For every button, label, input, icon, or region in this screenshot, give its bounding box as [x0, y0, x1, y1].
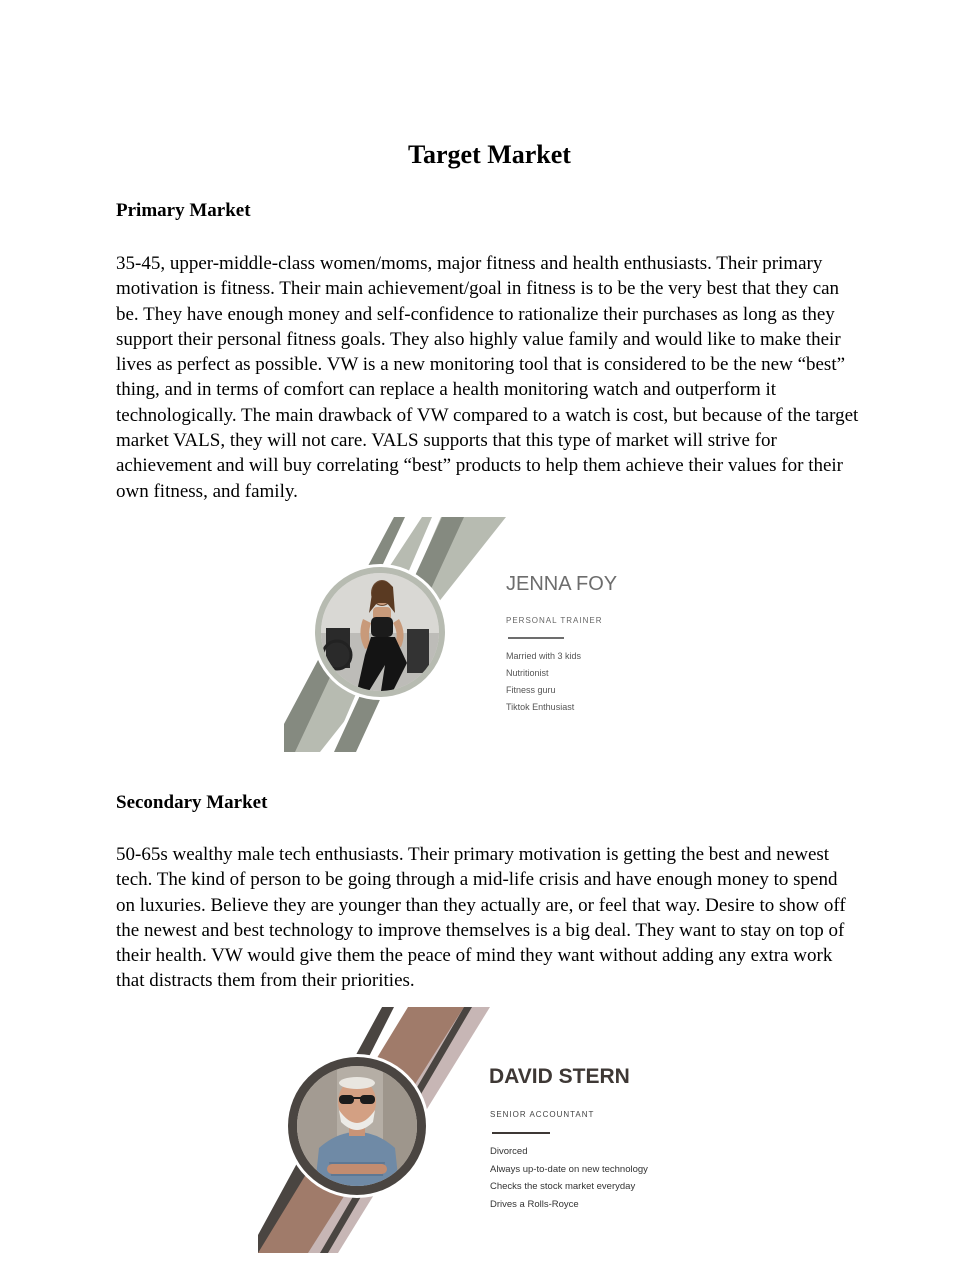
persona-name: JENNA FOY [506, 573, 618, 595]
secondary-market-paragraph: 50-65s wealthy male tech enthusiasts. Their primary motivation is getting the best and newest tech. The kind of person to be going through a mid-life crisis and have enough money to spend on luxuries. Believe they are younger than they actually are, or feel that way. Desire to show off the newest and best technology to improve themselves is a big deal. They want to stay on top of their health. VW would give them the peace of mind they want without adding any extra work that distracts them from their priorities. [116, 844, 846, 992]
secondary-market-heading: Secondary Market [116, 792, 268, 813]
persona-fact: Drives a Rolls-Royce [490, 1198, 579, 1210]
persona-divider [508, 637, 564, 639]
persona-name: DAVID STERN [489, 1065, 630, 1088]
persona-fact: Checks the stock market everyday [490, 1181, 636, 1192]
persona-divider [492, 1132, 550, 1134]
primary-market-heading: Primary Market [116, 200, 251, 221]
jenna-avatar [321, 573, 439, 691]
persona-fact: Fitness guru [506, 685, 556, 695]
persona-card-david [258, 1007, 678, 1253]
persona-fact: Tiktok Enthusiast [506, 702, 575, 712]
david-avatar [297, 1066, 417, 1186]
persona-facts [490, 1143, 648, 1213]
persona-card-jenna [284, 517, 684, 752]
persona-facts [506, 648, 581, 716]
persona-role: PERSONAL TRAINER [506, 616, 603, 625]
persona-fact: Always up-to-date on new technology [490, 1163, 648, 1175]
persona-fact: Divorced [490, 1146, 528, 1157]
page-title: Target Market [408, 140, 571, 169]
primary-market-paragraph: 35-45, upper-middle-class women/moms, major fitness and health enthusiasts. Their primary motivation is fitness. Their main achievement/goal in fitness is to be the very best that they can be. They have enough money and self-confidence to rationalize their purchases as long as they support their personal fitness goals. They also highly value family and would like to make their lives as perfect as possible. VW is a new monitoring tool that is considered to be the new “best” thing, and in terms of comfort can replace a health monitoring watch and outperform it technologically. The main drawback of VW compared to a watch is cost, but because of the target market VALS, they will not care. VALS supports that this type of market will strive for achievement and will buy correlating “best” products to help them achieve their values for their own fitness, and family. [116, 253, 859, 502]
jenna-photo-image [321, 573, 439, 691]
persona-role: SENIOR ACCOUNTANT [490, 1110, 595, 1119]
persona-fact: Nutritionist [506, 668, 549, 678]
david-photo-image [297, 1066, 417, 1186]
persona-fact: Married with 3 kids [506, 651, 582, 661]
